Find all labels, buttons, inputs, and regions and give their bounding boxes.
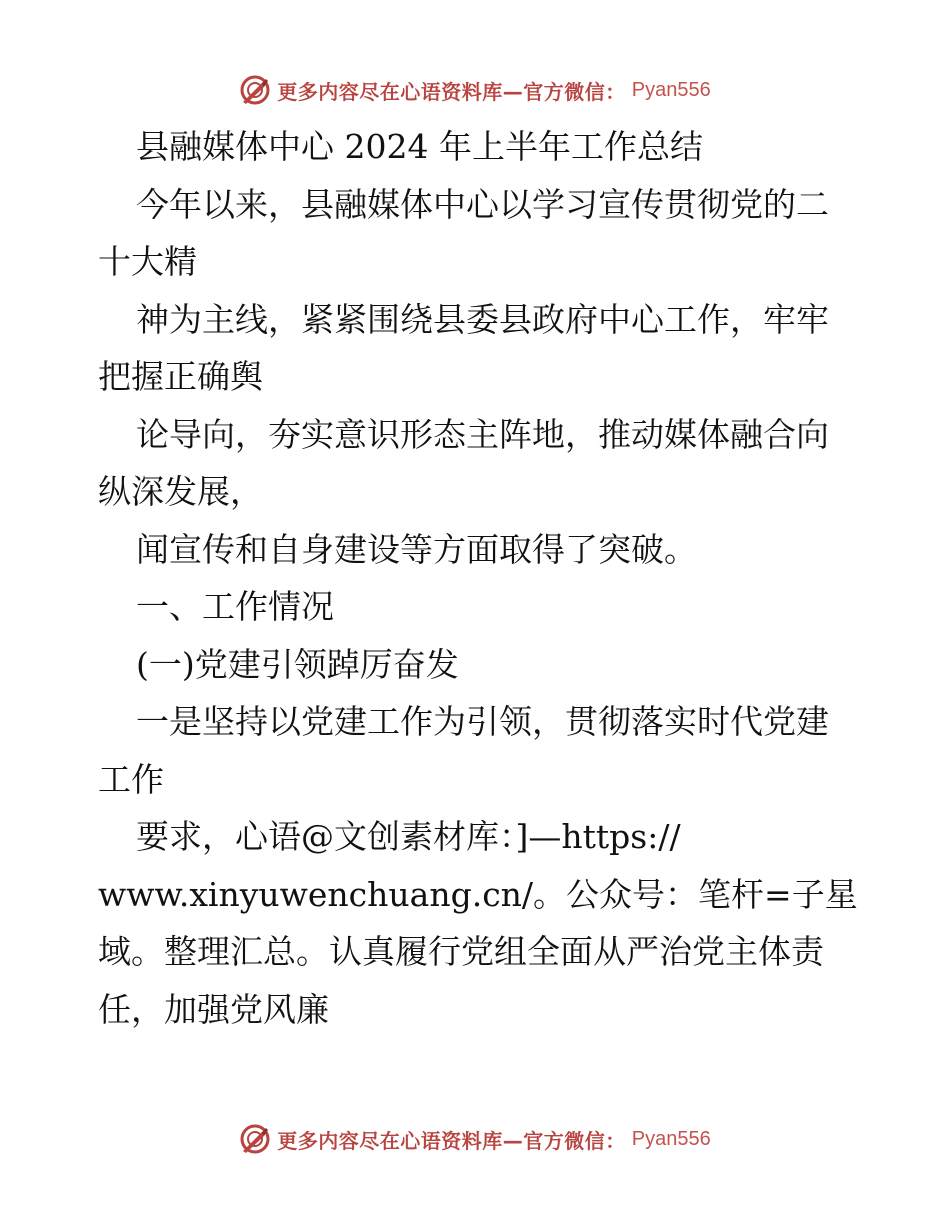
paragraph-line: 工作 <box>98 759 164 799</box>
writing-brush-seal-icon <box>239 74 271 106</box>
watermark-handle: Pyan556 <box>631 1127 711 1150</box>
paragraph-line: 要求，心语@文创素材库：]—https:// <box>136 817 681 856</box>
paragraph-line: 神为主线，紧紧围绕县委县政府中心工作，牢牢 <box>136 299 829 339</box>
paragraph-line: www.xinyuwenchuang.cn/。公众号：笔杆=子星 <box>98 874 858 914</box>
paragraph-line: 一是坚持以党建工作为引领，贯彻落实时代党建 <box>136 702 829 741</box>
paragraph-line: 今年以来，县融媒体中心以学习宣传贯彻党的二 <box>136 184 829 224</box>
paragraph-line: 域。整理汇总。认真履行党组全面从严治党主体责 <box>98 932 824 971</box>
paragraph-line: 纵深发展， <box>98 472 263 511</box>
section-heading: 一、工作情况 <box>136 587 334 626</box>
document-body <box>98 118 858 1038</box>
paragraph-line: 闻宣传和自身建设等方面取得了突破。 <box>136 529 697 569</box>
document-title: 县融媒体中心 2024 年上半年工作总结 <box>136 127 703 166</box>
watermark-footer <box>0 1121 950 1157</box>
writing-brush-seal-icon <box>239 1123 271 1155</box>
watermark-header <box>0 72 950 108</box>
subsection-heading: (一)党建引领踔厉奋发 <box>136 644 459 684</box>
paragraph-line: 十大精 <box>98 242 197 281</box>
watermark-text: 更多内容尽在心语资料库—官方微信： <box>277 79 626 104</box>
watermark-text: 更多内容尽在心语资料库—官方微信： <box>277 1128 626 1153</box>
paragraph-line: 任，加强党风廉 <box>98 989 329 1029</box>
watermark-handle: Pyan556 <box>631 78 711 101</box>
paragraph-line: 论导向，夯实意识形态主阵地，推动媒体融合向 <box>136 414 829 454</box>
paragraph-line: 把握正确舆 <box>98 357 263 396</box>
